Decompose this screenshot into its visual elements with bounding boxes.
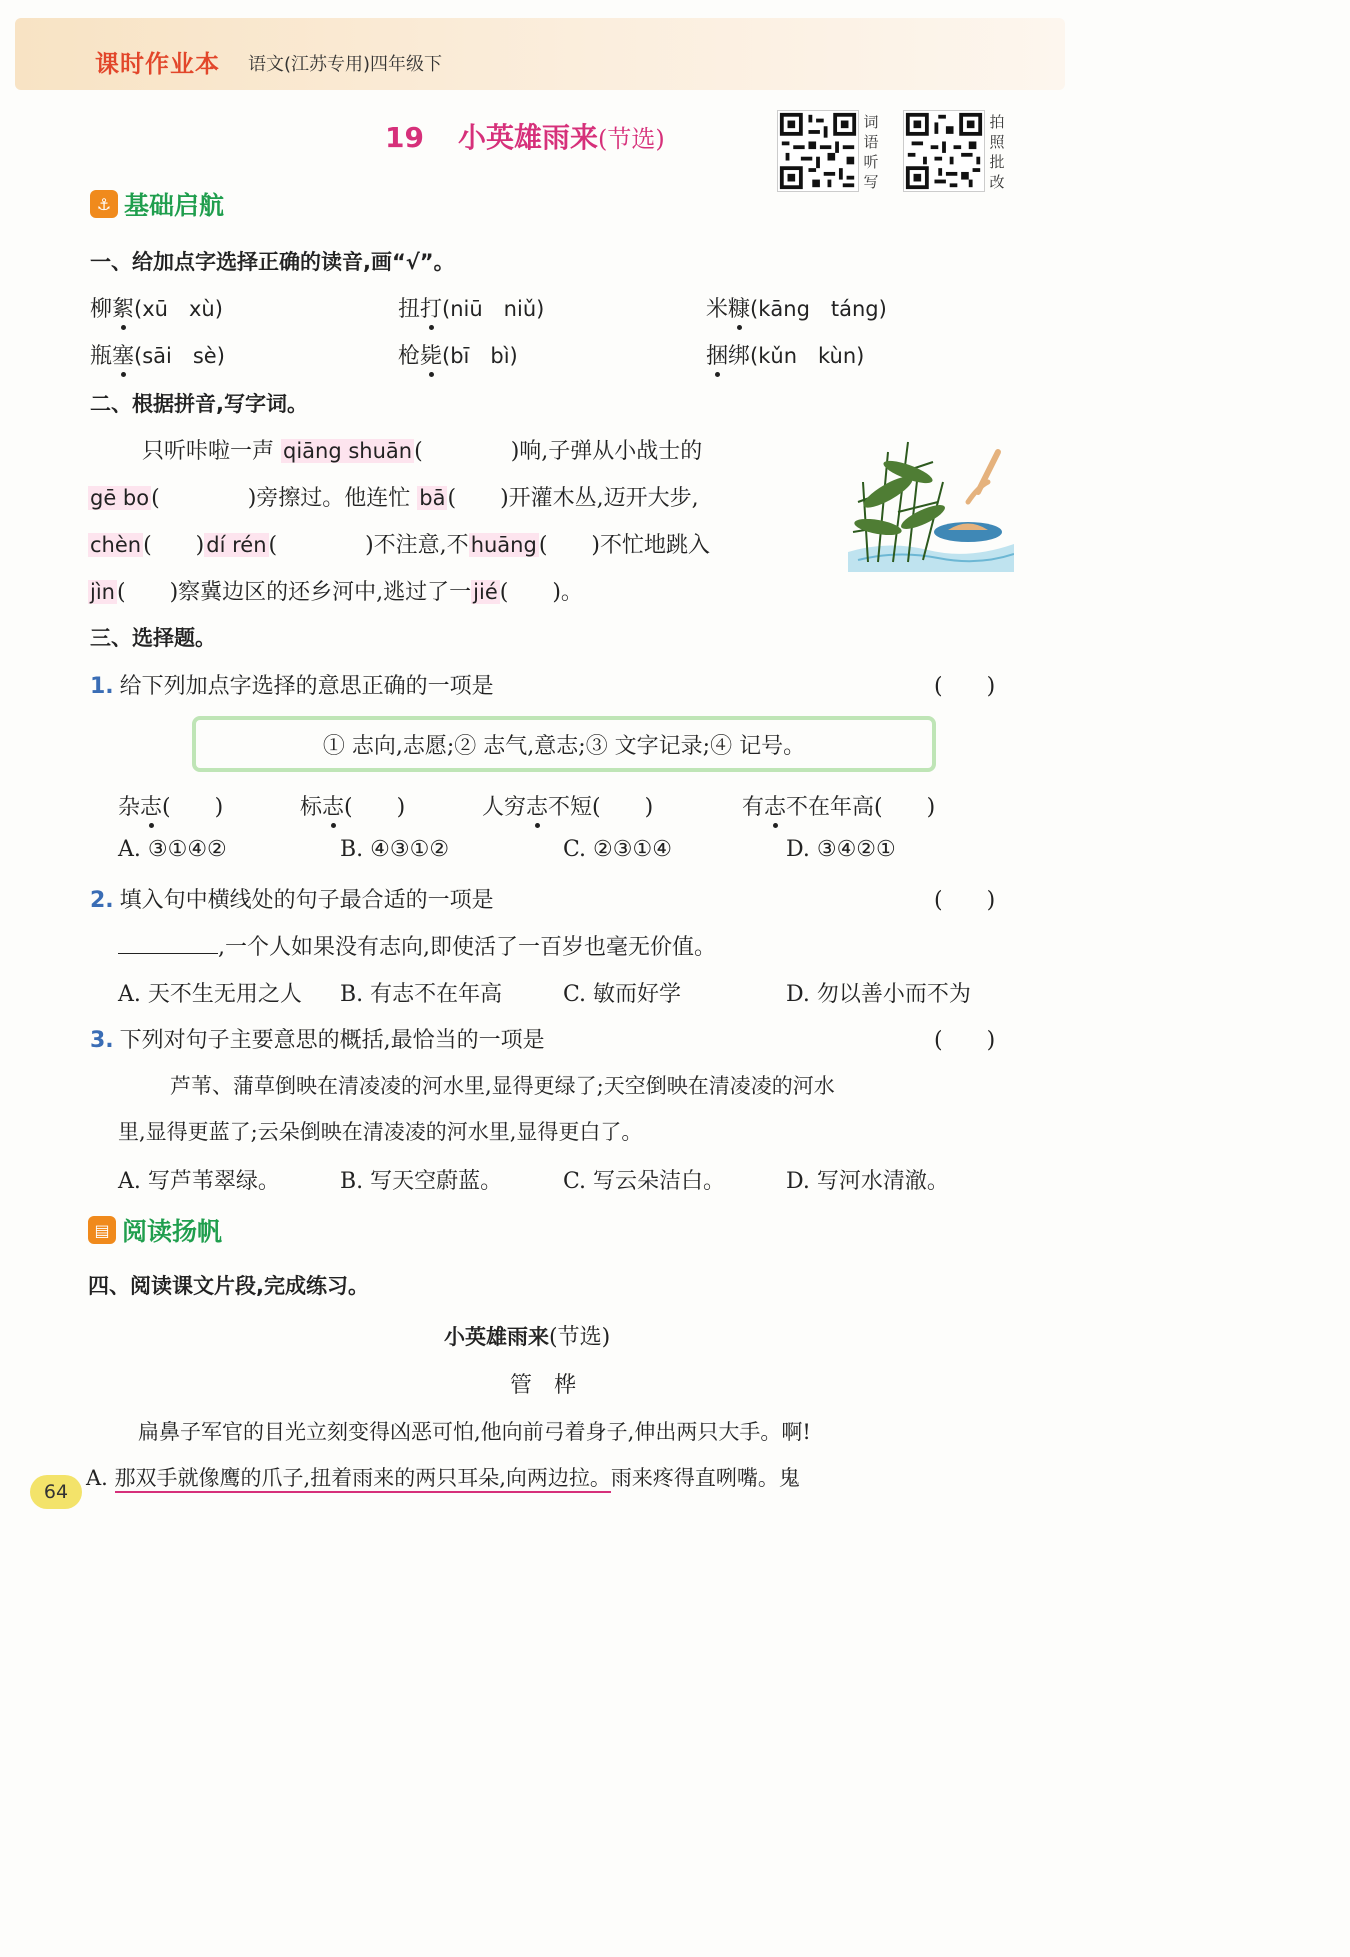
reading-item: 枪毙(bī bì) (398, 344, 518, 369)
pinyin-line: 只听咔啦一声 qiāng shuān( )响,子弹从小战士的 (142, 439, 703, 464)
option-a[interactable]: A. 写芦苇翠绿。 (118, 1169, 280, 1194)
option-a[interactable]: A. 天不生无用之人 (118, 982, 302, 1007)
answer-paren[interactable]: ( ) (934, 674, 996, 699)
passage-line: 里,显得更蓝了;云朵倒映在清凌凌的河水里,显得更白了。 (118, 1120, 643, 1144)
qr-code-icon (778, 111, 858, 191)
option-c[interactable]: C. ②③①④ (563, 837, 672, 862)
option-d[interactable]: D. 勿以善小而不为 (786, 982, 971, 1007)
word-item: 标志( ) (300, 795, 406, 820)
subject-label: 语文(江苏专用)四年级下 (248, 54, 443, 75)
option-d[interactable]: D. ③④②① (786, 837, 896, 862)
question-2-heading: 二、根据拼音,写字词。 (90, 392, 308, 416)
answer-paren[interactable]: ( ) (934, 888, 996, 913)
book-icon: ▤ (88, 1216, 116, 1244)
question-3-heading: 三、选择题。 (90, 626, 216, 650)
section-reading-heading: ▤ 阅读扬帆 (88, 1212, 222, 1248)
lesson-subtitle: (节选) (597, 125, 665, 153)
word-item: 杂志( ) (118, 795, 224, 820)
subquestion-2: 2. 填入句中横线处的句子最合适的一项是 (90, 888, 494, 913)
word-item: 有志不在年高( ) (742, 795, 936, 820)
answer-paren[interactable]: ( ) (934, 1028, 996, 1053)
pinyin-line: jìn( )察冀边区的还乡河中,逃过了一jié( )。 (90, 580, 583, 605)
page-number: 64 (30, 1475, 82, 1509)
passage-title: 小英雄雨来(节选) (444, 1325, 611, 1350)
question-1-heading: 一、给加点字选择正确的读音,画“√”。 (90, 250, 455, 274)
lesson-name: 小英雄雨来 (457, 121, 598, 154)
underlined-sentence-a: 那双手就像鹰的爪子,扭着雨来的两只耳朵,向两边拉。 (115, 1466, 611, 1493)
option-c[interactable]: C. 写云朵洁白。 (563, 1169, 726, 1194)
pinyin-line: gē bo( )旁擦过。他连忙 bā( )开灌木丛,迈开大步, (90, 486, 699, 511)
reading-item: 柳絮(xū xù) (90, 297, 223, 322)
qr-code-dictation[interactable] (777, 110, 859, 192)
option-b[interactable]: B. ④③①② (340, 837, 450, 862)
option-b[interactable]: B. 有志不在年高 (340, 982, 503, 1007)
subquestion-1: 1. 给下列加点字选择的意思正确的一项是 (90, 674, 494, 699)
qr-label-dictation: 词 语 听 写 (863, 113, 879, 191)
fill-blank[interactable] (118, 953, 218, 954)
lesson-number: 19 (385, 121, 424, 154)
question-4-heading: 四、阅读课文片段,完成练习。 (88, 1274, 369, 1298)
subquestion-3: 3. 下列对句子主要意思的概括,最恰当的一项是 (90, 1028, 545, 1053)
option-c[interactable]: C. 敏而好学 (563, 982, 682, 1007)
meaning-box: ① 志向,志愿;② 志气,意志;③ 文字记录;④ 记号。 (192, 716, 936, 772)
qr-label-photo-grading: 拍 照 批 改 (989, 113, 1005, 191)
reading-item: 瓶塞(sāi sè) (90, 344, 225, 369)
reading-item: 扭打(niū niǔ) (398, 297, 545, 322)
option-b[interactable]: B. 写天空蔚蓝。 (340, 1169, 503, 1194)
passage-paragraph: 扁鼻子军官的目光立刻变得凶恶可怕,他向前弓着身子,伸出两只大手。啊! (138, 1420, 811, 1444)
reading-item: 米糠(kāng táng) (706, 297, 887, 322)
passage-line: 芦苇、蒲草倒映在清凌凌的河水里,显得更绿了;天空倒映在清凌凌的河水 (170, 1074, 835, 1098)
anchor-icon: ⚓ (90, 190, 118, 218)
section-basics-heading: ⚓ 基础启航 (90, 186, 224, 222)
brand-title: 课时作业本 (95, 50, 220, 78)
word-item: 人穷志不短( ) (482, 795, 654, 820)
qr-code-icon (904, 111, 984, 191)
fill-sentence: ,一个人如果没有志向,即使活了一百岁也毫无价值。 (118, 930, 716, 961)
passage-paragraph: A. 那双手就像鹰的爪子,扭着雨来的两只耳朵,向两边拉。雨来疼得直咧嘴。鬼 (86, 1462, 800, 1492)
option-a[interactable]: A. ③①④② (118, 837, 227, 862)
reading-item: 捆绑(kǔn kùn) (706, 344, 865, 369)
option-d[interactable]: D. 写河水清澈。 (786, 1169, 949, 1194)
pinyin-line: chèn( )dí rén( )不注意,不huāng( )不忙地跳入 (90, 533, 710, 558)
lesson-title (385, 116, 665, 156)
passage-author: 管 桦 (510, 1373, 577, 1398)
qr-code-photo-grading[interactable] (903, 110, 985, 192)
boy-diving-illustration (848, 432, 1014, 572)
